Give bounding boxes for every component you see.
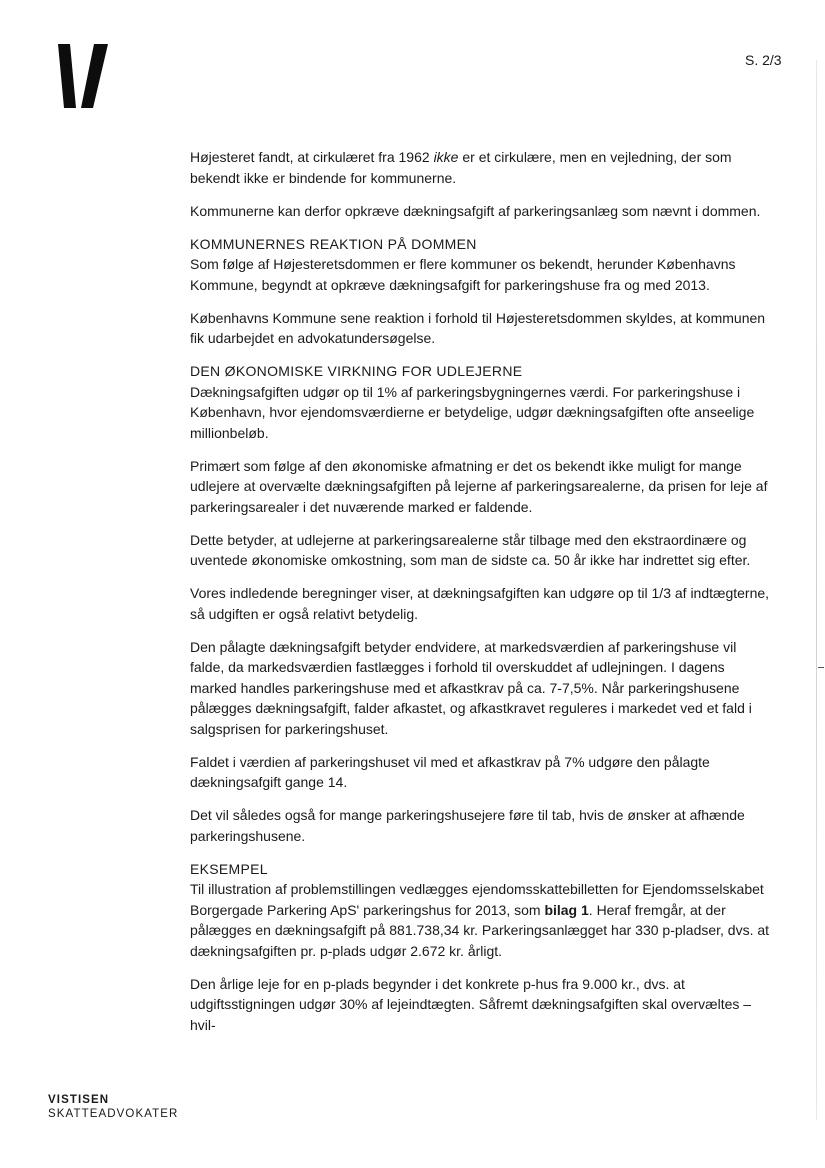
paragraph-6: Primært som følge af den økonomiske afmatning er det os bekendt ikke muligt for mange udlejere at overvælte dækningsafgiften på lejerne af parkeringsarealerne, da prisen for leje af parkeringsarealer i det nuværende marked er faldende. [190,457,768,515]
paragraph-1: Højesteret fandt, at cirkulæret fra 1962 ikke er et cirkulære, men en vejledning, der som bekendt ikke er bindende for kommunerne. [190,149,732,186]
firm-type: SKATTEADVOKATER [48,1108,179,1120]
firm-name: VISTISEN [48,1094,110,1106]
paragraph-2: Kommunerne kan derfor opkræve dækningsafgift af parkeringsanlæg som nævnt i dommen. [190,202,761,219]
paragraph-11: Det vil således også for mange parkeringshusejere føre til tab, hvis de ønsker at afhænde parkeringshusene. [190,807,745,844]
paragraph-10: Faldet i værdien af parkeringshuset vil med et afkastkrav på 7% udgøre den pålagte dækningsafgift gange 14. [190,753,710,790]
section-heading-example: EKSEMPEL [190,860,268,877]
paragraph-9: Den pålagte dækningsafgift betyder endvidere, at markedsværdien af parkeringshuse vil falde, da markedsværdien fastlægges i forhold til overskuddet af udlejningen. I dagens marked handles parkeringshuse med et afkastkrav på ca. 7-7,5%. Når parkeringshusene pålægges dækningsafgift, falder afkastet, og afkastkravet reguleres i markedet ved et fald i salgsprisen for parkeringshuset. [190,638,752,737]
paragraph-4: Københavns Kommune sene reaktion i forhold til Højesteretsdommen skyldes, at kommunen fik udarbejdet en advokatundersøgelse. [190,309,766,346]
paragraph-7: Dette betyder, at udlejerne at parkeringsarealerne står tilbage med den ekstraordinære og uventede økonomiske omkostning, som man de sidste ca. 50 år ikke har indrettet sig efter. [190,531,751,568]
section-heading-economic-effect: DEN ØKONOMISKE VIRKNING FOR UDLEJERNE [190,363,523,379]
paragraph-5: Dækningsafgiften udgør op til 1% af parkeringsbygningernes værdi. For parkeringshuse i København, hvor ejendomsværdierne er betydelige, udgør dækningsafgiften ofte anseelige millionbeløb. [190,383,755,441]
section-heading-reaction: KOMMUNERNES REAKTION PÅ DOMMEN [190,235,477,252]
footer-firm [48,1093,178,1121]
v-logo-icon [58,44,110,108]
paragraph-3: Som følge af Højesteretsdommen er flere kommuner os bekendt, herunder Københavns Kommune, begyndt at opkræve dækningsafgift for parkeringshuse fra og med 2013. [190,256,736,293]
scan-mark [818,667,824,668]
scan-edge-line [816,60,817,1120]
paragraph-12: Til illustration af problemstillingen vedlægges ejendomsskattebilletten for Ejendomsselskabet Borgergade Parkering ApS' parkeringshus for 2013, som bilag 1. Heraf fremgår, at der pålægges en dækningsafgift på 881.738,34 kr. Parkeringsanlægget har 330 p-pladser, dvs. at dækningsafgiften pr. p-plads udgør 2.672 kr. årligt. [190,881,770,959]
letter-body [190,147,770,1048]
paragraph-8: Vores indledende beregninger viser, at dækningsafgiften kan udgøre op til 1/3 af indtægterne, så udgiften er også relativt betydelig. [190,585,770,622]
paragraph-13: Den årlige leje for en p-plads begynder i det konkrete p-hus fra 9.000 kr., dvs. at udgiftsstigningen udgør 30% af lejeindtægten. Såfremt dækningsafgiften skal overvæltes – hvil- [190,975,752,1033]
page-number: S. 2/3 [745,52,782,68]
